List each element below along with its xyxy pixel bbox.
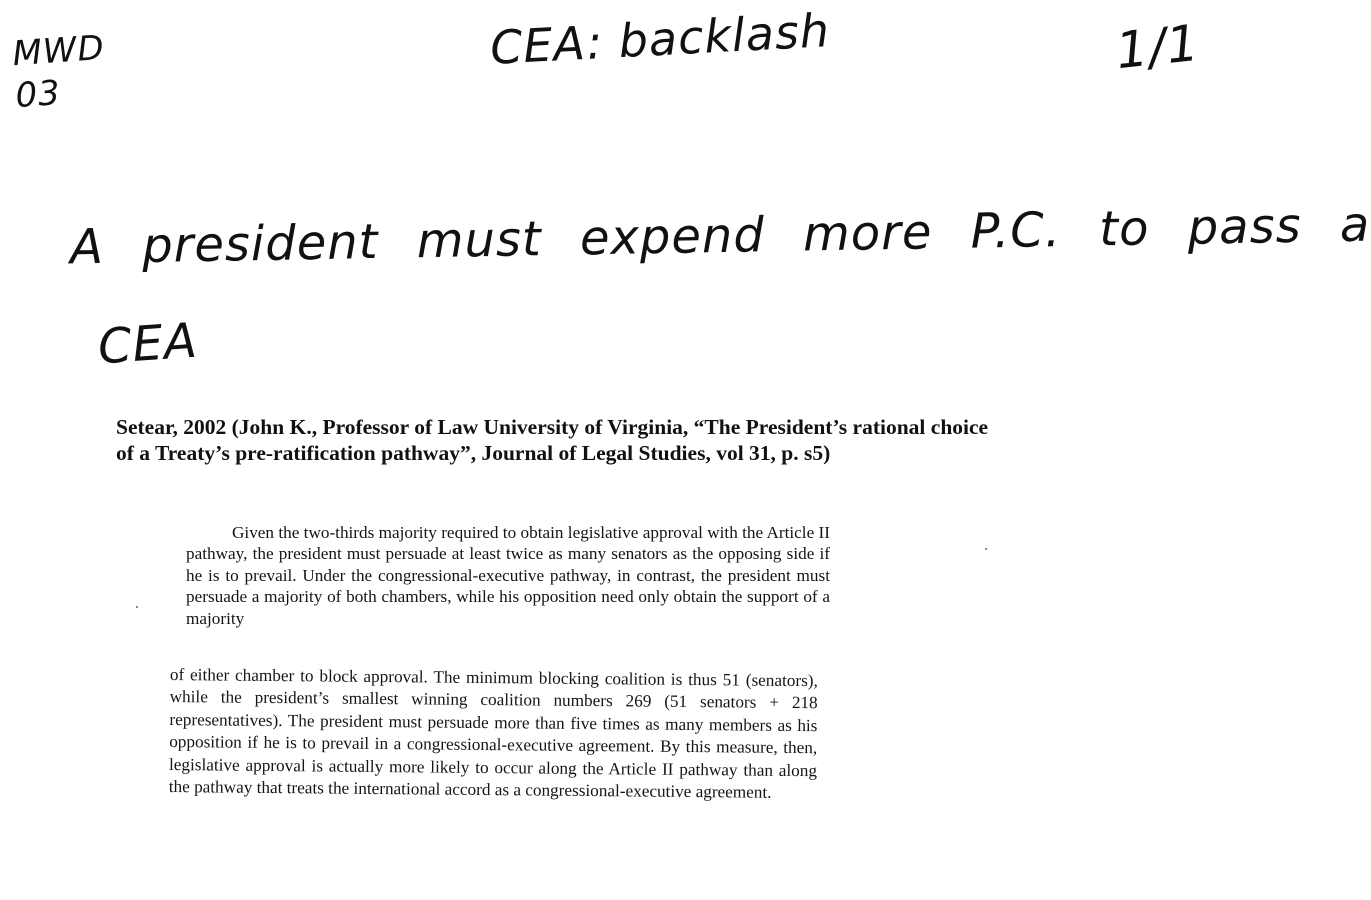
evidence-paragraph-2: of either chamber to block approval. The minimum blocking coalition is thus 51 (senators), while the president’s smallest winning coalition numbers 269 (51 senators + 218 representatives). The president must persuade more than five times as many members as his opposition if he is to prevail in a congressional-executive agreement. By this measure, then, legislative approval is actually more likely to occur along the Article II pathway than along the pathway that treats the international accord as a congressional-executive agreement.: [168, 664, 818, 802]
handwritten-tag-line1: MWD: [11, 27, 106, 75]
handwritten-claim-line2: CEA: [96, 312, 200, 376]
citation: Setear, 2002 (John K., Professor of Law University of Virginia, “The President’s rational choice of a Treaty’s pre-ratification pathway”, Journal of Legal Studies, vol 31, p. s5): [116, 415, 989, 465]
evidence-quote-part2: [169, 664, 818, 805]
handwritten-title: CEA: backlash: [488, 3, 832, 75]
scan-speck: [985, 548, 987, 550]
evidence-quote-part1: [186, 522, 830, 629]
evidence-paragraph-1: Given the two-thirds majority required to obtain legislative approval with the Article II pathway, the president must persuade at least twice as many senators as the opposing side if he is to prevail. Under the congressional-executive pathway, in contrast, the president must persuade a majority of both chambers, while his opposition need only obtain the support of a majority: [186, 523, 830, 628]
handwritten-tag: [11, 27, 109, 117]
handwritten-page-number: 1/1: [1113, 13, 1203, 81]
handwritten-claim-line1: A president must expend more P.C. to pass a: [69, 196, 1371, 276]
scan-speck: [136, 606, 138, 608]
handwritten-tag-line2: 03: [14, 73, 63, 117]
